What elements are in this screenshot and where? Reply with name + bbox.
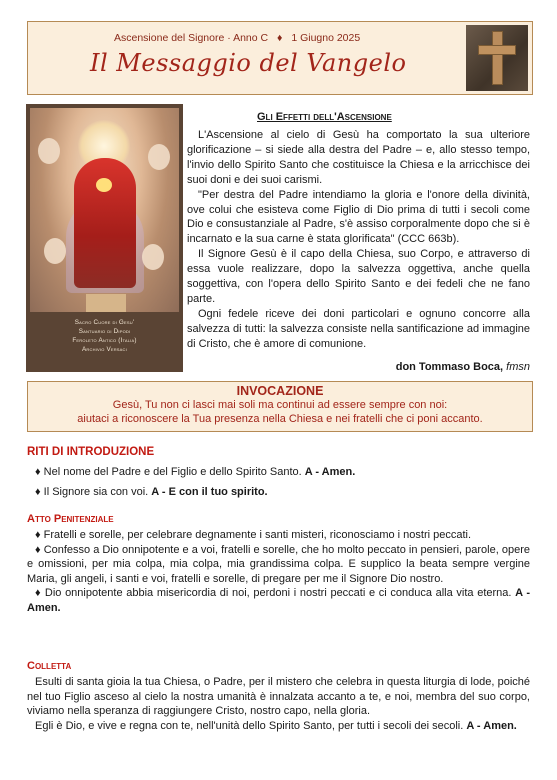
colletta-paragraph	[27, 719, 530, 734]
page-title: Il Messaggio del Vangelo	[90, 49, 407, 77]
rite-response: A - Amen.	[304, 466, 356, 478]
article-title: Gli Effetti dell'Ascensione	[257, 111, 392, 123]
header-date: 1 Giugno 2025	[291, 32, 361, 44]
colletta-text: Egli è Dio, e vive e regna con te, nell'unità dello Spirito Santo, per tutti i secoli dei secoli.	[35, 719, 464, 732]
cross-icon	[466, 25, 528, 91]
colletta-body	[27, 675, 530, 733]
section-title-colletta: Colletta	[27, 660, 72, 672]
rite-text: ♦ Il Signore sia con voi.	[35, 486, 149, 498]
article-paragraph: Ogni fedele riceve dei doni particolari e ognuno concorre alla salvezza di tutti: la salvezza consiste nella santificazione ad immagine di Cristo, che è amore di comunione.	[187, 307, 530, 350]
atto-paragraph: ♦ Confesso a Dio onnipotente e a voi, fratelli e sorelle, che ho molto peccato in pensieri, parole, opere e omissioni, per mia colpa, mia colpa, mia grandissima colpa. E supplico la beata sempre vergine Maria, gli angeli, i santi e voi, fratelli e sorelle, di pregare per me il Signore Dio nostro.	[27, 543, 530, 585]
article-author	[396, 361, 530, 373]
article-body	[187, 128, 530, 352]
caption-line: Feroleto Antico (Italia)	[72, 337, 137, 344]
section-title-riti: RITI DI INTRODUZIONE	[27, 446, 155, 458]
atto-paragraph: ♦ Fratelli e sorelle, per celebrare degnamente i santi misteri, riconosciamo i nostri peccati.	[35, 529, 472, 541]
header-meta	[114, 32, 360, 44]
author-suffix: fmsn	[506, 361, 530, 373]
section-title-atto: Atto Penitenziale	[27, 513, 114, 525]
invocation-title: INVOCAZIONE	[236, 384, 324, 398]
rite-line	[35, 466, 355, 478]
atto-response: A - Amen.	[27, 587, 530, 614]
article-paragraph: "Per destra del Padre intendiamo la gloria e l'onore della divinità, ove colui che esisteva come Figlio di Dio prima di tutti i secoli come Dio e consustanziale al Padre, s'è assiso corporalmente dopo che si è incarnato e la sua carne è stata glorificata" (CCC 663b).	[187, 188, 530, 246]
header-banner	[27, 21, 533, 95]
article-paragraph: Il Signore Gesù è il capo della Chiesa, suo Corpo, e attraverso di essa vuole realizzare, dopo la salvezza oggettiva, anche quella soggettiva, con l'opera dello Spirito Santo e dei fedeli che ne fano parte.	[187, 248, 530, 305]
header-occasion: Ascensione del Signore · Anno C	[114, 32, 269, 44]
caption-line: Archivio Versaci	[82, 346, 127, 353]
colletta-response: A - Amen.	[466, 719, 517, 732]
article-paragraph: L'Ascensione al cielo di Gesù ha comportato la sua ulteriore glorificazione – si siede alla destra del Padre – e, allo stesso tempo, l'invio dello Spirito Santo che costituisce la Chiesa e la arricchisce dei suoi doni e dei suoi carismi.	[187, 129, 530, 186]
painting-caption	[30, 317, 179, 369]
colletta-paragraph: Esulti di santa gioia la tua Chiesa, o Padre, per il mistero che celebra in questa liturgia di lode, poiché nel tuo Figlio asceso al cielo la nostra umanità è innalzata accanto a te, e noi, membra del suo corpo, viviamo nella speranza di raggiungere Cristo, nostro capo, nella gloria.	[27, 676, 530, 718]
sacred-heart-painting	[26, 104, 183, 372]
caption-line: Santuario di Dipodi	[78, 328, 131, 335]
caption-line: Sacro Cuore di Gesu'	[74, 319, 135, 326]
invocation-box	[27, 381, 533, 432]
atto-paragraph	[27, 586, 530, 615]
atto-text: ♦ Dio onnipotente abbia misericordia di noi, perdoni i nostri peccati e ci conduca alla vita eterna.	[35, 587, 512, 600]
invocation-line: Gesù, Tu non ci lasci mai soli ma continui ad essere sempre con noi:	[112, 399, 448, 411]
rite-response: A - E con il tuo spirito.	[151, 486, 268, 498]
invocation-line: aiutaci a riconoscere la Tua presenza nella Chiesa e nei fratelli che ci poni accanto.	[77, 413, 483, 425]
diamond-icon: ♦	[277, 32, 283, 44]
atto-body	[27, 528, 530, 616]
rite-text: ♦ Nel nome del Padre e del Figlio e dello Spirito Santo.	[35, 466, 302, 478]
rite-line	[35, 486, 268, 498]
author-name: don Tommaso Boca,	[395, 361, 504, 373]
